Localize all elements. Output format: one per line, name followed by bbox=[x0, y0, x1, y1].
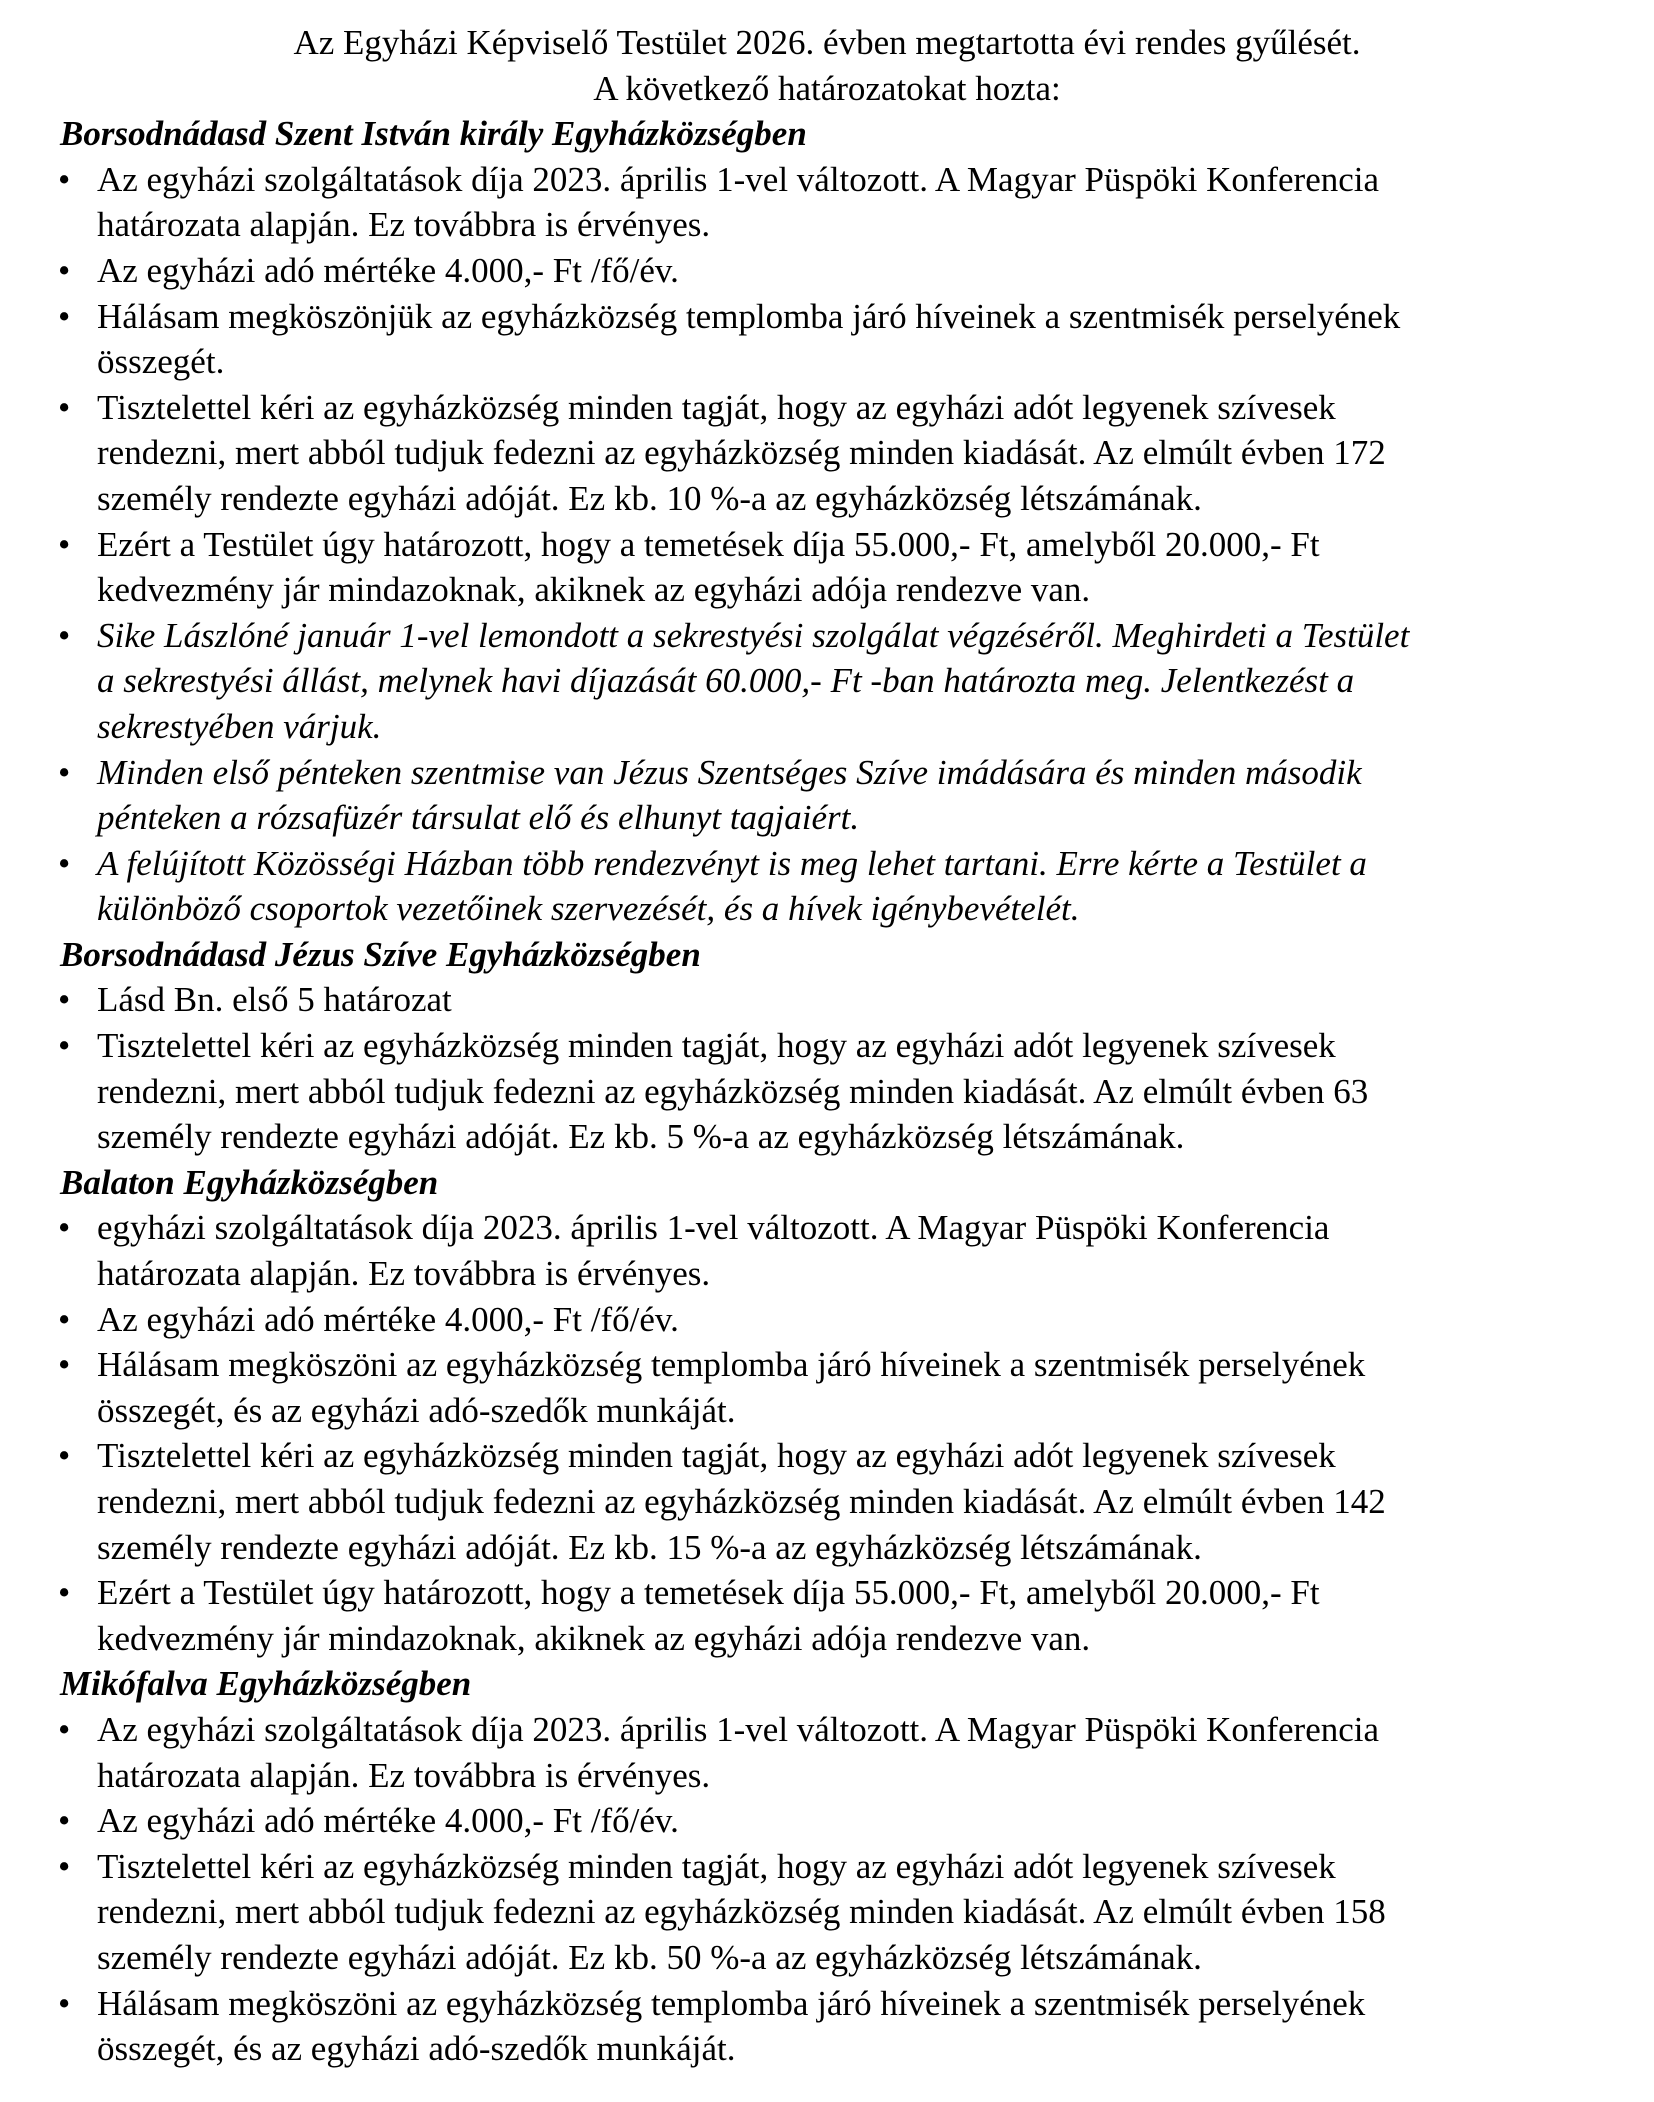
item-text-line: Az egyházi adó mértéke 4.000,- Ft /fő/év. bbox=[97, 250, 679, 290]
document-title-line-2: A következő határozatokat hozta: bbox=[593, 68, 1061, 108]
item-text-line: sekrestyében várjuk. bbox=[97, 706, 382, 746]
bullet-icon: • bbox=[58, 1026, 71, 1066]
list-item bbox=[0, 294, 1654, 385]
parish-section bbox=[0, 1661, 1654, 2071]
parish-section bbox=[0, 1160, 1654, 1662]
sections bbox=[0, 111, 1654, 2072]
list-item bbox=[0, 248, 1654, 294]
item-text-line: összegét. bbox=[97, 342, 225, 382]
bullet-icon: • bbox=[58, 1345, 71, 1385]
list-item bbox=[0, 522, 1654, 613]
item-text-line: határozata alapján. Ez továbbra is érvényes. bbox=[97, 1755, 711, 1795]
bullet-icon: • bbox=[58, 1846, 71, 1886]
item-text-line: összegét, és az egyházi adó-szedők munkáját. bbox=[97, 1390, 736, 1430]
section-heading: Mikófalva Egyházközségben bbox=[60, 1664, 472, 1704]
list-item bbox=[0, 750, 1654, 841]
section-heading: Borsodnádasd Jézus Szíve Egyházközségben bbox=[60, 934, 701, 974]
list-item bbox=[0, 157, 1654, 248]
list-item bbox=[0, 1297, 1654, 1343]
list-item bbox=[0, 1023, 1654, 1160]
item-text-line: összegét, és az egyházi adó-szedők munkáját. bbox=[97, 2029, 736, 2069]
item-text-line: rendezni, mert abból tudjuk fedezni az egyházközség minden kiadását. Az elmúlt évben 158 bbox=[97, 1892, 1386, 1932]
section-heading: Balaton Egyházközségben bbox=[60, 1162, 439, 1202]
bullet-icon: • bbox=[58, 615, 71, 655]
list-item bbox=[0, 385, 1654, 522]
item-text-line: Minden első pénteken szentmise van Jézus Szentséges Szíve imádására és minden második bbox=[97, 752, 1362, 792]
bullet-icon: • bbox=[58, 1299, 71, 1339]
list-item bbox=[0, 1798, 1654, 1844]
item-text-line: határozata alapján. Ez továbbra is érvényes. bbox=[97, 1254, 711, 1294]
list-item bbox=[0, 841, 1654, 932]
item-text-line: rendezni, mert abból tudjuk fedezni az egyházközség minden kiadását. Az elmúlt évben 172 bbox=[97, 433, 1386, 473]
bullet-icon: • bbox=[58, 387, 71, 427]
item-text-line: rendezni, mert abból tudjuk fedezni az egyházközség minden kiadását. Az elmúlt évben 142 bbox=[97, 1482, 1386, 1521]
bullet-icon: • bbox=[58, 524, 71, 564]
item-text-line: Az egyházi adó mértéke 4.000,- Ft /fő/év. bbox=[97, 1801, 679, 1841]
bullet-icon: • bbox=[58, 980, 71, 1020]
bullet-icon: • bbox=[58, 843, 71, 883]
item-text-line: kedvezmény jár mindazoknak, akiknek az egyházi adója rendezve van. bbox=[97, 1618, 1091, 1658]
bullet-icon: • bbox=[58, 159, 71, 199]
bullet-icon: • bbox=[58, 1983, 71, 2023]
bullet-icon: • bbox=[58, 296, 71, 336]
list-item bbox=[0, 1570, 1654, 1661]
item-text-line: Lásd Bn. első 5 határozat bbox=[97, 980, 452, 1020]
bullet-icon: • bbox=[58, 1436, 71, 1476]
item-text-line: Hálásam megköszöni az egyházközség templomba járó híveinek a szentmisék perselyének bbox=[97, 1345, 1366, 1385]
bullet-icon: • bbox=[58, 1709, 71, 1749]
item-text-line: határozata alapján. Ez továbbra is érvényes. bbox=[97, 205, 711, 245]
bullet-icon: • bbox=[58, 1573, 71, 1613]
list-item bbox=[0, 977, 1654, 1023]
item-text-line: Az egyházi szolgáltatások díja 2023. április 1-vel változott. A Magyar Püspöki Konferencia bbox=[97, 1709, 1380, 1749]
item-text-line: rendezni, mert abból tudjuk fedezni az egyházközség minden kiadását. Az elmúlt évben 63 bbox=[97, 1071, 1369, 1111]
section-heading: Borsodnádasd Szent István király Egyházközségben bbox=[60, 114, 807, 154]
item-text-line: a sekrestyési állást, melynek havi díjazását 60.000,- Ft -ban határozta meg. Jelentkezést a bbox=[97, 661, 1355, 701]
list-item bbox=[0, 1433, 1654, 1570]
item-text-line: személy rendezte egyházi adóját. Ez kb. 50 %-a az egyházközség létszámának. bbox=[97, 1937, 1202, 1977]
list-item bbox=[0, 1707, 1654, 1798]
bullet-icon: • bbox=[58, 1801, 71, 1841]
list-item bbox=[0, 613, 1654, 750]
item-text-line: Ezért a Testület úgy határozott, hogy a temetések díja 55.000,- Ft, amelyből 20.000,- Ft bbox=[97, 524, 1320, 564]
item-text-line: Sike Lászlóné január 1-vel lemondott a sekrestyési szolgálat végzéséről. Meghirdeti a Testület bbox=[97, 615, 1410, 655]
document bbox=[0, 20, 1654, 2072]
document-title-line-1: Az Egyházi Képviselő Testület 2026. évben megtartotta évi rendes gyűlését. bbox=[293, 23, 1361, 62]
item-text-line: A felújított Közösségi Házban több rendezvényt is meg lehet tartani. Erre kérte a Testület a bbox=[97, 843, 1367, 883]
item-text-line: pénteken a rózsafüzér társulat elő és elhunyt tagjaiért. bbox=[97, 798, 860, 838]
item-text-line: Hálásam megköszöni az egyházközség templomba járó híveinek a szentmisék perselyének bbox=[97, 1983, 1366, 2023]
bullet-icon: • bbox=[58, 752, 71, 792]
bullet-icon: • bbox=[58, 250, 71, 290]
item-text-line: Az egyházi szolgáltatások díja 2023. április 1-vel változott. A Magyar Püspöki Konferencia bbox=[97, 159, 1380, 199]
item-text-line: Ezért a Testület úgy határozott, hogy a temetések díja 55.000,- Ft, amelyből 20.000,- Ft bbox=[97, 1573, 1320, 1613]
item-text-line: személy rendezte egyházi adóját. Ez kb. 10 %-a az egyházközség létszámának. bbox=[97, 478, 1202, 518]
item-text-line: Tisztelettel kéri az egyházközség minden tagját, hogy az egyházi adót legyenek szívesek bbox=[97, 1026, 1336, 1066]
item-text-line: Hálásam megköszönjük az egyházközség templomba járó híveinek a szentmisék perselyének bbox=[97, 296, 1401, 336]
parish-section bbox=[0, 111, 1654, 932]
item-text-line: személy rendezte egyházi adóját. Ez kb. 15 %-a az egyházközség létszámának. bbox=[97, 1527, 1202, 1567]
item-text-line: Tisztelettel kéri az egyházközség minden tagját, hogy az egyházi adót legyenek szívesek bbox=[97, 1846, 1336, 1886]
item-text-line: kedvezmény jár mindazoknak, akiknek az egyházi adója rendezve van. bbox=[97, 570, 1091, 610]
item-text-line: személy rendezte egyházi adóját. Ez kb. 5 %-a az egyházközség létszámának. bbox=[97, 1117, 1185, 1157]
item-text-line: Tisztelettel kéri az egyházközség minden tagját, hogy az egyházi adót legyenek szívesek bbox=[97, 1436, 1336, 1476]
list-item bbox=[0, 1342, 1654, 1433]
list-item bbox=[0, 1981, 1654, 2072]
item-text-line: egyházi szolgáltatások díja 2023. április 1-vel változott. A Magyar Püspöki Konferencia bbox=[97, 1208, 1330, 1248]
bullet-icon: • bbox=[58, 1208, 71, 1248]
item-text-line: Tisztelettel kéri az egyházközség minden tagját, hogy az egyházi adót legyenek szívesek bbox=[97, 387, 1336, 427]
parish-section bbox=[0, 932, 1654, 1160]
item-text-line: különböző csoportok vezetőinek szervezését, és a hívek igénybevételét. bbox=[97, 889, 1080, 929]
list-item bbox=[0, 1844, 1654, 1981]
list-item bbox=[0, 1205, 1654, 1296]
item-text-line: Az egyházi adó mértéke 4.000,- Ft /fő/év. bbox=[97, 1299, 679, 1339]
